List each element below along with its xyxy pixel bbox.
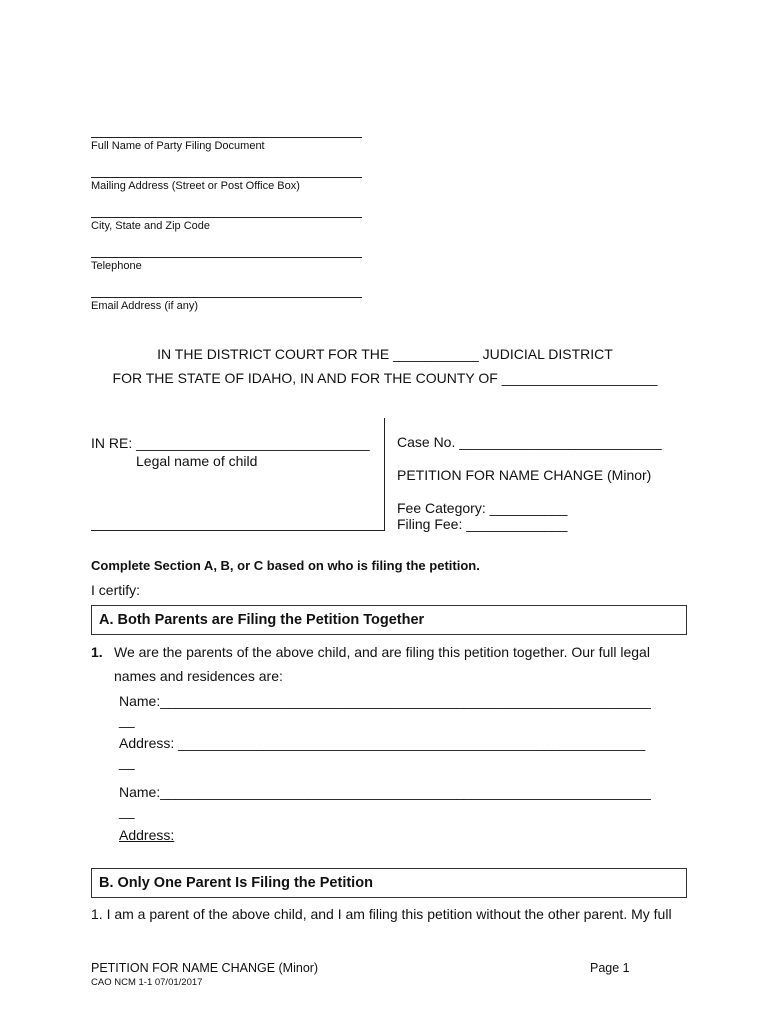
email-line	[91, 297, 362, 298]
footer-form-code: CAO NCM 1-1 07/01/2017	[91, 977, 203, 988]
city-state-zip-line	[91, 217, 362, 218]
mailing-address-line	[91, 177, 362, 178]
section-a-item-number: 1.	[91, 644, 103, 660]
party-name-label: Full Name of Party Filing Document	[91, 140, 265, 152]
telephone-line	[91, 257, 362, 258]
document-title: PETITION FOR NAME CHANGE (Minor)	[397, 467, 652, 483]
filing-fee: Filing Fee: _____________	[397, 516, 568, 532]
section-b-box	[91, 868, 687, 898]
child-name-label: Legal name of child	[136, 453, 258, 469]
parent2-address-field: Address:	[119, 827, 175, 843]
court-header-line1: IN THE DISTRICT COURT FOR THE ___________ JUDICIAL DISTRICT	[157, 346, 613, 362]
telephone-label: Telephone	[91, 260, 142, 272]
case-number: Case No. __________________________	[397, 434, 662, 450]
mailing-address-label: Mailing Address (Street or Post Office Box)	[91, 180, 300, 192]
footer-page-number: Page 1	[590, 961, 630, 975]
parent1-address-field: Address: ____________________________________________________________	[119, 735, 646, 751]
certify-text: I certify:	[91, 582, 141, 598]
section-a-item-text-1: We are the parents of the above child, and are filing this petition together. Our full legal	[114, 644, 650, 660]
footer-title: PETITION FOR NAME CHANGE (Minor)	[91, 961, 319, 975]
parent2-name-field: Name:_______________________________________________________________	[119, 784, 651, 800]
section-b-heading: B. Only One Parent Is Filing the Petition	[99, 875, 373, 891]
section-a-item-text-2: names and residences are:	[114, 668, 283, 684]
parent1-name-dash: __	[119, 712, 135, 728]
caption-divider	[384, 418, 385, 531]
complete-instruction: Complete Section A, B, or C based on who is filing the petition.	[91, 558, 480, 573]
caption-bottom-line	[91, 530, 384, 531]
city-state-zip-label: City, State and Zip Code	[91, 220, 211, 232]
section-b-item-text: 1. I am a parent of the above child, and I am filing this petition without the other parent. My full	[91, 906, 672, 922]
parent1-name-field: Name:_______________________________________________________________	[119, 693, 651, 709]
in-re-line: IN RE: ______________________________	[91, 435, 370, 451]
court-header-line2: FOR THE STATE OF IDAHO, IN AND FOR THE COUNTY OF ____________________	[112, 370, 658, 386]
party-name-line	[91, 137, 362, 138]
section-a-heading: A. Both Parents are Filing the Petition Together	[99, 612, 425, 628]
fee-category: Fee Category: __________	[397, 500, 568, 516]
parent1-address-dash: __	[119, 754, 135, 770]
section-a-box	[91, 605, 687, 635]
email-label: Email Address (if any)	[91, 300, 198, 312]
parent2-name-dash: __	[119, 803, 135, 819]
